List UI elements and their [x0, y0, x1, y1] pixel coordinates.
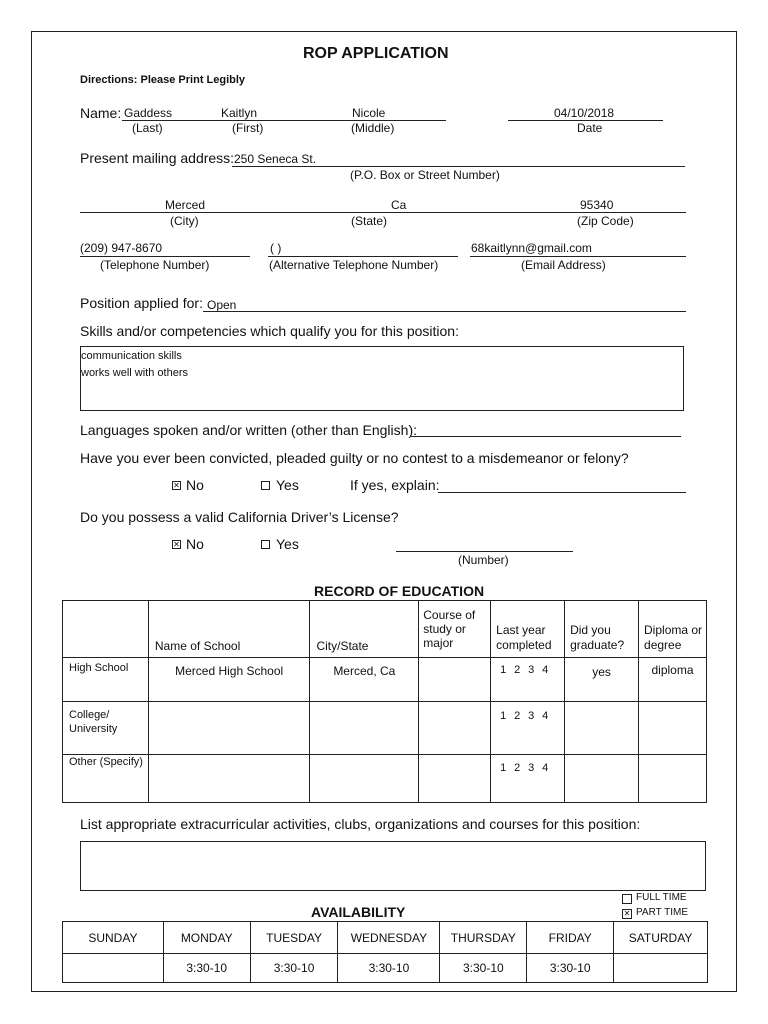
edu-row-type: College/ University [63, 702, 149, 755]
phone-value[interactable]: (209) 947-8670 [80, 241, 163, 255]
hours-tuesday[interactable]: 3:30-10 [250, 954, 338, 983]
hours-thursday[interactable]: 3:30-10 [440, 954, 527, 983]
date-value[interactable]: 04/10/2018 [554, 106, 615, 120]
edu-graduated-cell[interactable]: yes [565, 658, 639, 702]
hours-friday[interactable]: 3:30-10 [527, 954, 614, 983]
year-option[interactable]: 3 [528, 710, 535, 722]
skills-line-1: communication skills [81, 350, 182, 362]
hours-wednesday[interactable]: 3:30-10 [338, 954, 440, 983]
edu-course-cell[interactable] [419, 702, 491, 755]
state-caption: (State) [351, 214, 388, 228]
full-time-label: FULL TIME [636, 892, 687, 903]
edu-header-school: Name of School [148, 601, 310, 658]
alt-phone-caption: (Alternative Telephone Number) [269, 258, 439, 272]
edu-city-cell[interactable]: Merced, Ca [310, 658, 419, 702]
skills-label: Skills and/or competencies which qualify you for this position: [80, 323, 459, 339]
street-underline [232, 166, 685, 167]
skills-line-2: works well with others [81, 367, 188, 379]
email-caption: (Email Address) [521, 258, 606, 272]
last-name-value[interactable]: Gaddess [124, 106, 173, 120]
license-yes-label: Yes [276, 536, 299, 552]
year-option[interactable]: 2 [514, 762, 521, 774]
edu-header-course: Course of study or major [419, 601, 491, 658]
availability-heading: AVAILABILITY [311, 904, 406, 920]
edu-school-cell[interactable]: Merced High School [148, 658, 310, 702]
street-value[interactable]: 250 Seneca St. [234, 152, 317, 166]
name-underline [122, 120, 446, 121]
first-name-value[interactable]: Kaitlyn [221, 106, 258, 120]
year-option[interactable]: 4 [542, 664, 549, 676]
edu-header-city: City/State [310, 601, 419, 658]
position-value[interactable]: Open [207, 298, 237, 312]
edu-years-cell[interactable] [491, 755, 565, 803]
year-option[interactable]: 4 [542, 710, 549, 722]
day-thursday: THURSDAY [440, 922, 527, 954]
table-row [63, 702, 707, 755]
year-option[interactable]: 1 [500, 664, 507, 676]
part-time-label: PART TIME [636, 907, 689, 918]
year-option[interactable]: 3 [528, 664, 535, 676]
table-row [63, 658, 707, 702]
edu-city-cell[interactable] [310, 702, 419, 755]
license-question: Do you possess a valid California Driver’s License? [80, 509, 399, 525]
edu-header-diploma: Diploma or degree [639, 601, 707, 658]
first-caption: (First) [232, 121, 264, 135]
edu-years-cell[interactable] [491, 658, 565, 702]
languages-label: Languages spoken and/or written (other than English): [80, 422, 417, 438]
languages-underline [411, 436, 681, 437]
license-number-caption: (Number) [458, 553, 509, 567]
edu-course-cell[interactable] [419, 658, 491, 702]
license-yes-checkbox[interactable] [261, 540, 270, 549]
year-option[interactable]: 4 [542, 762, 549, 774]
convicted-no-checkbox[interactable] [172, 481, 181, 490]
day-wednesday: WEDNESDAY [338, 922, 440, 954]
extracurricular-box[interactable] [80, 841, 706, 891]
day-sunday: SUNDAY [63, 922, 164, 954]
edu-row-type: Other (Specify) [63, 755, 149, 803]
zip-caption: (Zip Code) [577, 214, 634, 228]
position-label: Position applied for: [80, 295, 203, 311]
edu-graduated-cell[interactable] [565, 755, 639, 803]
convicted-question: Have you ever been convicted, pleaded guilty or no contest to a misdemeanor or felony? [80, 450, 629, 466]
date-caption: Date [577, 121, 603, 135]
day-tuesday: TUESDAY [250, 922, 338, 954]
zip-value[interactable]: 95340 [580, 198, 614, 212]
form-title: ROP APPLICATION [303, 45, 449, 62]
edu-header-graduate: Did you graduate? [565, 601, 639, 658]
table-row [63, 755, 707, 803]
city-state-zip-underline [80, 212, 686, 213]
phone-underline [80, 256, 250, 257]
email-underline [470, 256, 686, 257]
hours-saturday[interactable] [614, 954, 708, 983]
explain-underline [438, 492, 686, 493]
edu-row-type: High School [63, 658, 149, 702]
hours-sunday[interactable] [63, 954, 164, 983]
education-table [62, 600, 707, 803]
extracurricular-label: List appropriate extracurricular activities, clubs, organizations and courses for this position: [80, 816, 641, 832]
edu-school-cell[interactable] [148, 755, 310, 803]
email-value[interactable]: 68kaitlynn@gmail.com [471, 241, 592, 255]
city-caption: (City) [170, 214, 199, 228]
position-underline [203, 311, 686, 312]
explain-label: If yes, explain: [350, 477, 440, 493]
day-friday: FRIDAY [527, 922, 614, 954]
convicted-no-label: No [186, 477, 204, 493]
last-caption: (Last) [132, 121, 163, 135]
year-option[interactable]: 1 [500, 710, 507, 722]
street-caption: (P.O. Box or Street Number) [350, 168, 500, 182]
convicted-yes-checkbox[interactable] [261, 481, 270, 490]
state-value[interactable]: Ca [391, 198, 407, 212]
edu-years-cell[interactable] [491, 702, 565, 755]
edu-diploma-cell[interactable] [639, 755, 707, 803]
year-option[interactable]: 2 [514, 664, 521, 676]
availability-table [62, 921, 708, 983]
edu-course-cell[interactable] [419, 755, 491, 803]
middle-name-value[interactable]: Nicole [352, 106, 386, 120]
edu-diploma-cell[interactable] [639, 702, 707, 755]
edu-header-last-year: Last year completed [491, 601, 565, 658]
year-option[interactable]: 3 [528, 762, 535, 774]
alt-phone-value[interactable]: ( ) [270, 241, 282, 255]
education-heading: RECORD OF EDUCATION [314, 583, 485, 599]
edu-header-blank [63, 601, 149, 658]
directions: Directions: Please Print Legibly [80, 74, 246, 86]
hours-monday[interactable]: 3:30-10 [163, 954, 250, 983]
year-option[interactable]: 1 [500, 762, 507, 774]
edu-city-cell[interactable] [310, 755, 419, 803]
name-label: Name: [80, 105, 122, 121]
license-number-underline [396, 551, 573, 552]
edu-school-cell[interactable] [148, 702, 310, 755]
edu-diploma-cell[interactable]: diploma [639, 658, 707, 702]
day-saturday: SATURDAY [614, 922, 708, 954]
convicted-yes-label: Yes [276, 477, 299, 493]
part-time-checkbox[interactable] [622, 909, 632, 919]
license-no-label: No [186, 536, 204, 552]
address-label: Present mailing address: [80, 150, 235, 166]
middle-caption: (Middle) [351, 121, 395, 135]
year-option[interactable]: 2 [514, 710, 521, 722]
edu-graduated-cell[interactable] [565, 702, 639, 755]
phone-caption: (Telephone Number) [100, 258, 210, 272]
day-monday: MONDAY [163, 922, 250, 954]
city-value[interactable]: Merced [165, 198, 206, 212]
full-time-checkbox[interactable] [622, 894, 632, 904]
alt-phone-underline [268, 256, 458, 257]
license-no-checkbox[interactable] [172, 540, 181, 549]
